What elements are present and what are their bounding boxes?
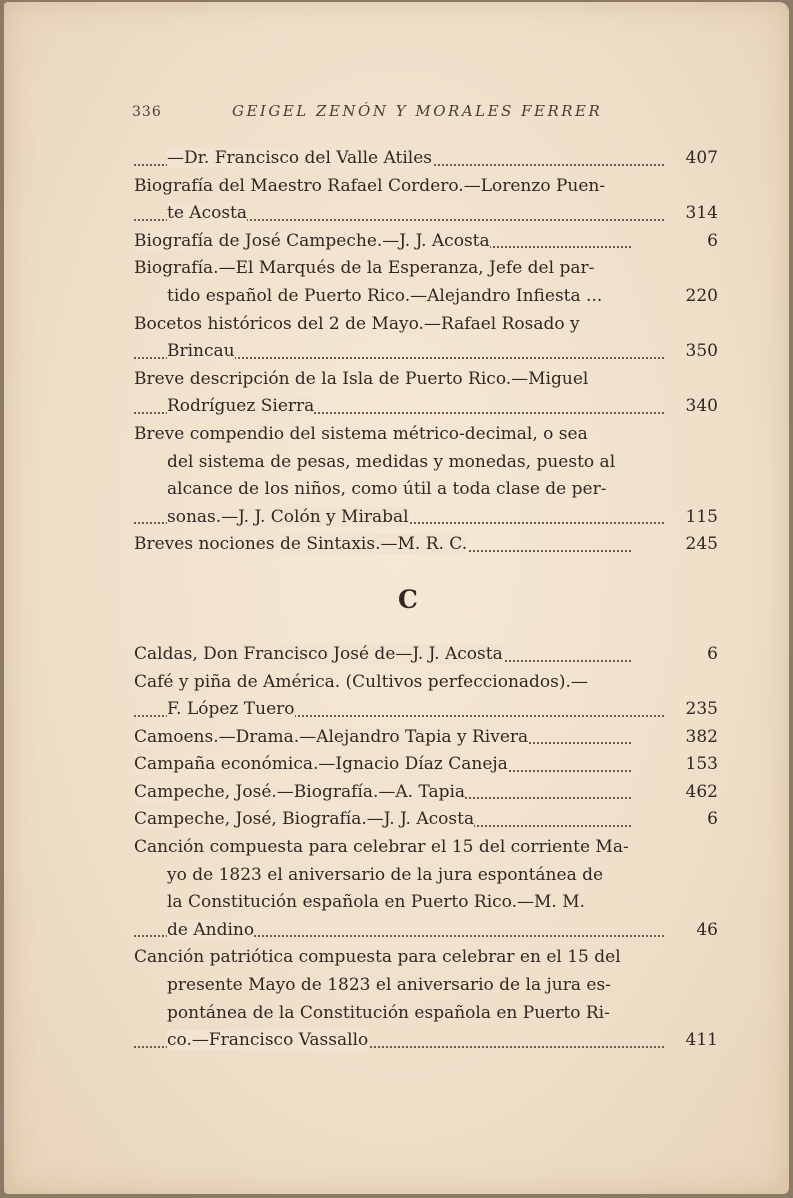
entry-line xyxy=(134,862,718,890)
entry-text: Breve compendio del sistema métrico-decimal, o sea xyxy=(134,423,588,444)
running-title: GEIGEL ZENÓN Y MORALES FERRER xyxy=(232,102,603,120)
entry-line xyxy=(134,338,664,366)
entry-text: yo de 1823 el aniversario de la jura espontánea de xyxy=(167,864,604,885)
entry-line xyxy=(134,421,718,449)
entry-text: Rodríguez Sierra xyxy=(167,396,315,417)
entry-line xyxy=(134,641,631,669)
entry-page-number: 314 xyxy=(685,203,718,224)
page-number: 336 xyxy=(132,104,162,120)
entry-line xyxy=(134,173,718,201)
entry-page-number: 6 xyxy=(707,230,718,251)
entry-page-number: 350 xyxy=(685,341,718,362)
entry-line xyxy=(134,696,664,724)
entry-page-number: 235 xyxy=(685,699,718,720)
entry-page-number: 46 xyxy=(696,919,718,940)
index-entry xyxy=(134,173,718,228)
index-entry xyxy=(134,751,718,779)
index-entry xyxy=(134,255,718,310)
index-entry xyxy=(134,311,718,366)
page-header xyxy=(132,102,722,126)
entry-text: la Constitución española en Puerto Rico.—M. M. xyxy=(167,892,586,913)
entry-text: Canción compuesta para celebrar el 15 del corriente Ma- xyxy=(134,837,629,858)
entry-text: te Acosta xyxy=(167,203,248,224)
entry-text: Breve descripción de la Isla de Puerto Rico.—Miguel xyxy=(134,368,589,389)
entry-text: pontánea de la Constitución española en Puerto Ri- xyxy=(167,1002,610,1023)
entry-text: Brincau xyxy=(167,341,235,362)
entry-page-number: 382 xyxy=(685,726,718,747)
entry-page-number: 6 xyxy=(707,809,718,830)
index-entry xyxy=(134,724,718,752)
entry-line xyxy=(134,751,631,779)
entry-text: Biografía de José Campeche.—J. J. Acosta xyxy=(134,230,490,251)
entry-text: —Dr. Francisco del Valle Atiles xyxy=(167,148,432,168)
entry-line xyxy=(134,724,631,752)
entry-line xyxy=(134,476,718,504)
entry-page-number: 407 xyxy=(685,148,718,168)
index-list-c xyxy=(134,641,718,1055)
entry-line xyxy=(134,889,718,917)
entry-text: de Andino xyxy=(167,919,255,940)
index-entry xyxy=(134,779,718,807)
entry-text: Campeche, José.—Biografía.—A. Tapia xyxy=(134,781,466,802)
entry-line xyxy=(134,145,664,173)
entry-text: alcance de los niños, como útil a toda clase de per- xyxy=(167,479,607,500)
entry-text: presente Mayo de 1823 el aniversario de la jura es- xyxy=(167,975,611,996)
entry-page-number: 411 xyxy=(685,1030,718,1051)
entry-text: sonas.—J. J. Colón y Mirabal xyxy=(167,506,409,527)
entry-text: tido español de Puerto Rico.—Alejandro Infiesta ... xyxy=(167,285,603,306)
index-list-b xyxy=(134,145,718,559)
index-entry xyxy=(134,806,718,834)
index-entry xyxy=(134,531,718,559)
entry-text: Bocetos históricos del 2 de Mayo.—Rafael Rosado y xyxy=(134,313,580,334)
entry-text: F. López Tuero xyxy=(167,699,295,720)
entry-line xyxy=(134,504,664,532)
entry-line xyxy=(134,1027,664,1055)
entry-text: Caldas, Don Francisco José de—J. J. Acosta xyxy=(134,643,503,664)
entry-line xyxy=(134,834,718,862)
entry-text: Biografía del Maestro Rafael Cordero.—Lorenzo Puen- xyxy=(134,175,606,196)
index-entry xyxy=(134,834,718,944)
entry-line xyxy=(134,806,631,834)
entry-text: Café y piña de América. (Cultivos perfeccionados).— xyxy=(134,671,588,692)
entry-line xyxy=(134,779,631,807)
entry-page-number: 220 xyxy=(685,285,718,306)
entry-page-number: 462 xyxy=(685,781,718,802)
index-entry xyxy=(134,366,718,421)
entry-text: Canción patriótica compuesta para celebrar en el 15 del xyxy=(134,947,621,968)
entry-line xyxy=(134,366,718,394)
entry-line xyxy=(134,283,718,311)
entry-line xyxy=(134,200,664,228)
entry-line xyxy=(134,944,718,972)
book-page xyxy=(4,2,789,1194)
entry-page-number: 6 xyxy=(707,643,718,664)
entry-page-number: 153 xyxy=(685,754,718,775)
section-letter: C xyxy=(398,584,418,614)
entry-text: Breves nociones de Sintaxis.—M. R. C. xyxy=(134,534,468,555)
index-entry xyxy=(134,145,718,173)
entry-text: del sistema de pesas, medidas y monedas, puesto al xyxy=(167,451,616,472)
entry-line xyxy=(134,531,631,559)
entry-page-number: 340 xyxy=(685,396,718,417)
index-entry xyxy=(134,641,718,669)
entry-line xyxy=(134,1000,718,1028)
entry-line xyxy=(134,917,664,945)
index-entry xyxy=(134,421,718,531)
entry-line xyxy=(134,311,718,339)
entry-text: co.—Francisco Vassallo xyxy=(167,1030,369,1051)
entry-line xyxy=(134,972,718,1000)
index-entry xyxy=(134,228,718,256)
entry-page-number: 245 xyxy=(685,534,718,555)
entry-text: Campaña económica.—Ignacio Díaz Caneja xyxy=(134,754,508,775)
entry-line xyxy=(134,228,631,256)
index-content xyxy=(134,145,718,1055)
entry-line xyxy=(134,255,718,283)
entry-line xyxy=(134,669,718,697)
entry-text: Biografía.—El Marqués de la Esperanza, Jefe del par- xyxy=(134,258,595,279)
entry-line xyxy=(134,449,718,477)
entry-line xyxy=(134,393,664,421)
entry-text: Campeche, José, Biografía.—J. J. Acosta xyxy=(134,809,475,830)
entry-text: Camoens.—Drama.—Alejandro Tapia y Rivera xyxy=(134,726,529,747)
entry-page-number: 115 xyxy=(685,506,718,527)
index-entry xyxy=(134,669,718,724)
index-entry xyxy=(134,944,718,1054)
